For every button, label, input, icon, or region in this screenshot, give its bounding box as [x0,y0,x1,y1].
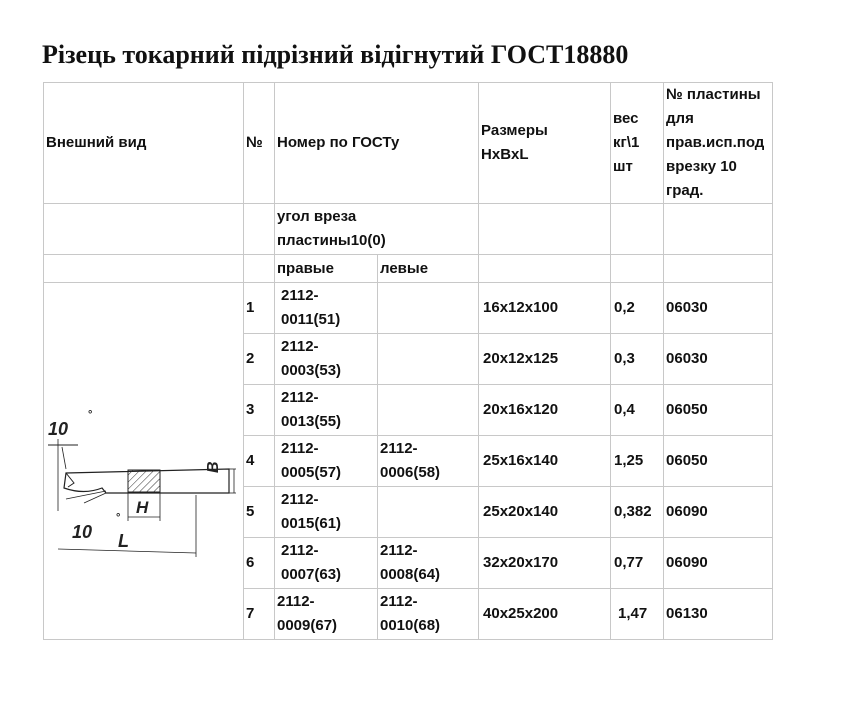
angle-bottom-degree: ° [116,512,121,524]
header-number: № [244,83,275,204]
left-part-number: 2112- 0006(58) [378,436,479,487]
right-part-number: 2112- 0015(61) [275,487,378,538]
plate-cell: 06050 [664,385,773,436]
cutter-drawing [44,283,244,638]
row-number: 7 [244,589,275,640]
spec-table [43,82,773,640]
weight-cell: 1,47 [611,589,664,640]
right-part-number: 2112- 0013(55) [275,385,378,436]
right-part-number: 2112- 0007(63) [275,538,378,589]
angle-bottom-label: 10 [72,522,93,542]
size-cell: 25x20x140 [479,487,611,538]
subheader-left: левые [378,255,479,283]
right-part-number: 2112- 0005(57) [275,436,378,487]
header-appearance: Внешний вид [44,83,244,204]
angle-bottom-line [66,491,106,499]
left-part-number [378,487,479,538]
b-label: B [205,461,222,473]
row-number: 3 [244,385,275,436]
angle-top-degree: ° [88,409,93,421]
weight-cell: 0,77 [611,538,664,589]
row-number: 2 [244,334,275,385]
plate-cell: 06030 [664,283,773,334]
size-cell: 32x20x170 [479,538,611,589]
header-weight-line3: шт [613,158,633,175]
row-number: 6 [244,538,275,589]
left-part-number [378,334,479,385]
right-part-number: 2112- 0003(53) [275,334,378,385]
header-plate [664,83,773,204]
weight-cell: 0,382 [611,487,664,538]
weight-cell: 0,4 [611,385,664,436]
left-part-number: 2112- 0008(64) [378,538,479,589]
left-part-number [378,385,479,436]
weight-cell: 0,2 [611,283,664,334]
header-plate-line1: № пластины [666,86,761,103]
row-number: 4 [244,436,275,487]
right-part-number: 2112- 0011(51) [275,283,378,334]
header-plate-line5: град. [666,182,704,199]
header-plate-line2: для [666,110,694,127]
header-sizes-line1: Размеры [481,122,548,139]
row-number: 5 [244,487,275,538]
cutter-drawing-cell [44,283,244,640]
angle-label [275,204,479,255]
plate-cell: 06090 [664,538,773,589]
angle-label-line1: угол вреза [277,208,357,225]
angle-label-line2: пластины10(0) [277,232,386,249]
header-plate-line3: прав.исп.под [666,134,765,151]
l-label: L [118,531,129,551]
header-weight-line1: вес [613,110,639,127]
header-row [44,83,773,204]
header-weight-line2: кг\1 [613,134,640,151]
table-row [44,283,773,334]
left-part-number: 2112- 0010(68) [378,589,479,640]
size-cell: 16x12x100 [479,283,611,334]
size-cell: 20x16x120 [479,385,611,436]
header-plate-line4: врезку 10 [666,158,737,175]
plate-cell: 06090 [664,487,773,538]
left-part-number [378,283,479,334]
row-number: 1 [244,283,275,334]
plate-cell: 06050 [664,436,773,487]
size-cell: 20x12x125 [479,334,611,385]
cutting-edge [66,473,74,487]
header-sizes [479,83,611,204]
size-cell: 40x25x200 [479,589,611,640]
plate-cell: 06130 [664,589,773,640]
page-title: Різець токарний підрізний відігнутий ГОСТ18880 [42,40,629,69]
header-sizes-line2: HxBxL [481,146,529,163]
hatched-section [128,470,160,492]
header-gost-number: Номер по ГОСТу [275,83,479,204]
size-cell: 25x16x140 [479,436,611,487]
weight-cell: 0,3 [611,334,664,385]
angle-top-label: 10 [48,419,69,439]
header-weight [611,83,664,204]
weight-cell: 1,25 [611,436,664,487]
angle-row [44,204,773,255]
plate-cell: 06030 [664,334,773,385]
subheader-right: правые [275,255,378,283]
right-part-number: 2112- 0009(67) [275,589,378,640]
h-label: H [136,498,149,517]
subheader-row [44,255,773,283]
angle-arrow [62,447,66,469]
